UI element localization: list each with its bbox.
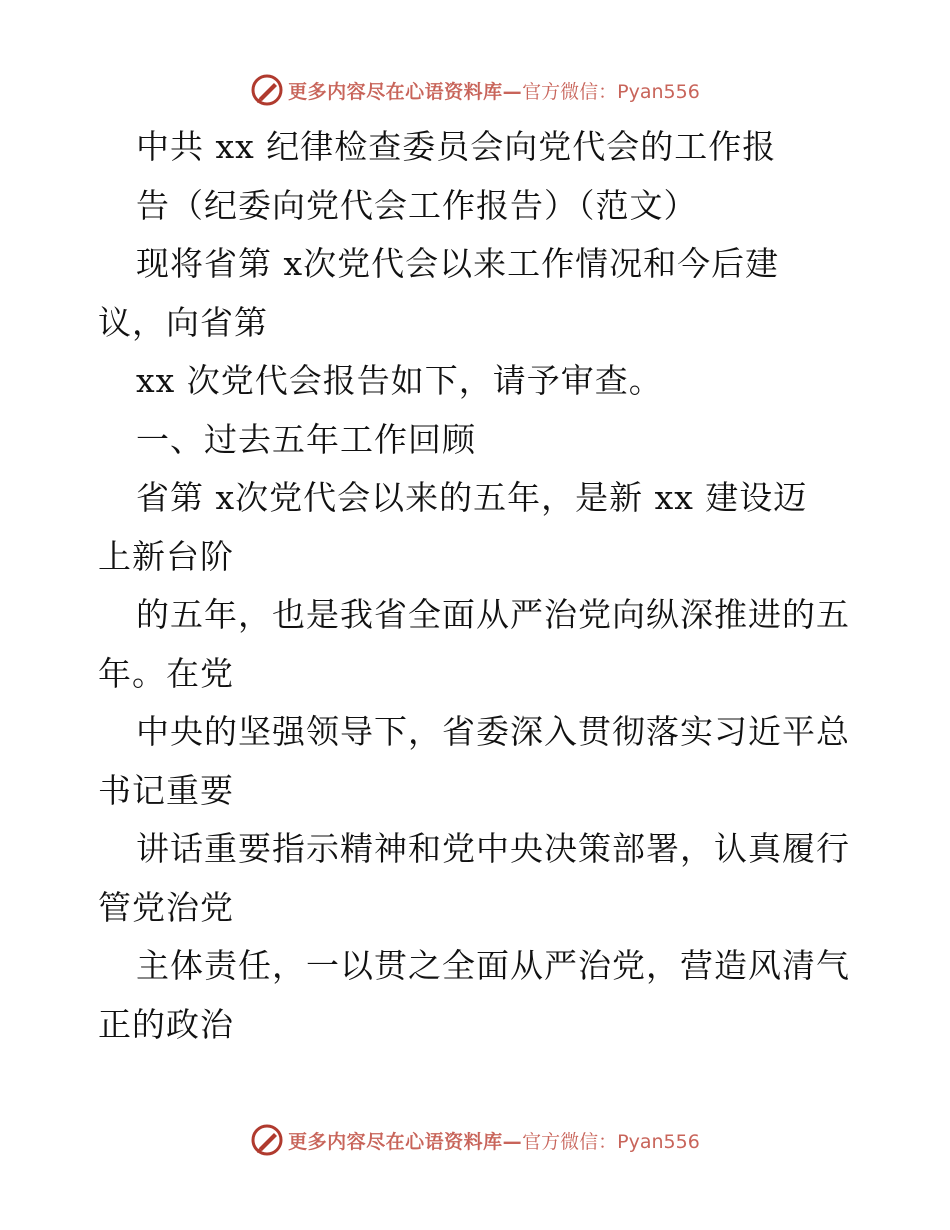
text-line: 年。在党 <box>98 653 234 693</box>
banner-wechat: 官方微信：Pyan556 <box>522 80 700 103</box>
text-line: 管党治党 <box>98 887 234 927</box>
text-line: 现将省第 x次党代会以来工作情况和今后建 <box>136 244 780 283</box>
footer-watermark-banner <box>0 1120 950 1160</box>
text-line: 书记重要 <box>98 770 234 810</box>
banner-text: 更多内容尽在心语资料库— <box>288 80 523 103</box>
document-body <box>98 118 858 1054</box>
header-watermark-banner <box>0 70 950 110</box>
text-line: 的五年，也是我省全面从严治党向纵深推进的五 <box>136 595 850 634</box>
banner-wechat: 官方微信：Pyan556 <box>522 1130 700 1153</box>
text-line: 正的政治 <box>98 1004 234 1044</box>
banner-text: 更多内容尽在心语资料库— <box>288 1130 523 1153</box>
text-line: 告（纪委向党代会工作报告）（范文） <box>136 185 698 225</box>
pen-logo-icon <box>250 1123 284 1157</box>
pen-logo-icon <box>250 73 284 107</box>
text-line: 主体责任，一以贯之全面从严治党，营造风清气 <box>136 946 850 985</box>
text-line: 中央的坚强领导下，省委深入贯彻落实习近平总 <box>136 712 850 751</box>
text-line: xx 次党代会报告如下，请予审查。 <box>136 361 663 400</box>
text-line: 讲话重要指示精神和党中央决策部署，认真履行 <box>136 829 850 868</box>
section-heading: 一、过去五年工作回顾 <box>136 419 476 459</box>
text-line: 中共 xx 纪律检查委员会向党代会的工作报 <box>136 127 777 166</box>
text-line: 省第 x次党代会以来的五年，是新 xx 建设迈 <box>136 478 808 517</box>
text-line: 议，向省第 <box>98 302 268 342</box>
text-line: 上新台阶 <box>98 536 234 576</box>
